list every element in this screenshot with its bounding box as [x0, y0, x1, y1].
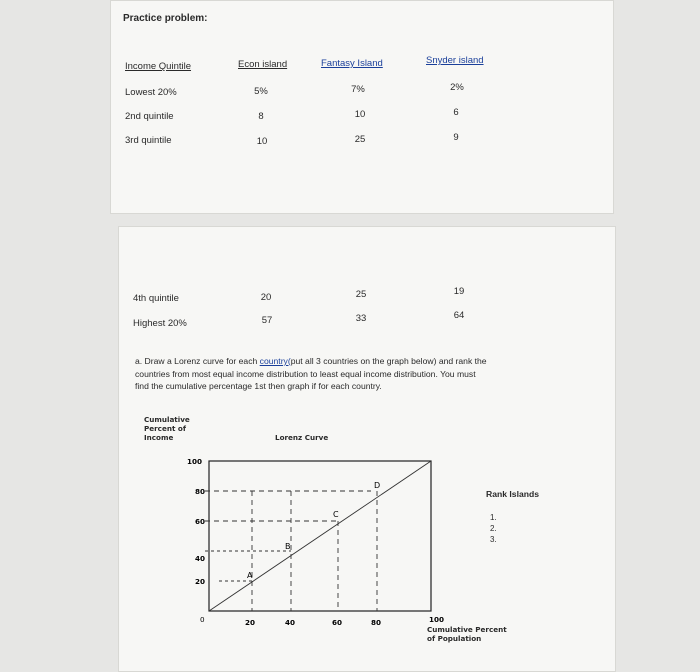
row-label: Lowest 20%	[125, 87, 177, 98]
rank-islands-title: Rank Islands	[486, 489, 540, 499]
worksheet-page-1	[110, 0, 614, 214]
question-line1-b: put all 3 countries on the graph below) and rank the	[290, 356, 487, 366]
point-label-d: D	[374, 481, 381, 490]
rank-list	[490, 512, 497, 545]
cell-econ: 5%	[254, 86, 268, 97]
point-label-b: B	[285, 542, 291, 551]
point-label-c: C	[333, 510, 339, 519]
cell-snyder: 64	[453, 310, 465, 321]
cell-econ: 10	[256, 136, 268, 147]
rank-item: 2.	[490, 524, 497, 533]
col-header-fantasy: Fantasy Island	[321, 58, 383, 69]
col-header-econ: Econ island	[238, 59, 288, 70]
x-tick-100: 100	[429, 615, 445, 624]
y-tick-60: 60	[195, 517, 206, 526]
origin-label: 0	[200, 615, 205, 624]
lorenz-graph	[119, 227, 615, 671]
x-tick-40: 40	[285, 618, 296, 627]
cell-econ: 8	[258, 111, 264, 122]
cell-snyder: 6	[453, 107, 459, 118]
x-axis-label-line: Cumulative Percent	[427, 625, 507, 634]
y-tick-100: 100	[187, 457, 203, 466]
worksheet-page-2	[118, 226, 616, 672]
y-tick-80: 80	[195, 487, 206, 496]
equality-line	[209, 461, 431, 611]
row-label: 2nd quintile	[125, 111, 174, 122]
cell-fantasy: 25	[355, 289, 367, 300]
x-tick-80: 80	[371, 618, 382, 627]
row-label: 4th quintile	[133, 293, 179, 304]
rank-item: 3.	[490, 535, 497, 544]
cell-econ: 20	[260, 292, 272, 303]
x-tick-20: 20	[245, 618, 256, 627]
cell-fantasy: 33	[355, 313, 367, 324]
x-axis-label-line: of Population	[427, 634, 482, 643]
y-axis-label-line: Income	[144, 433, 174, 442]
cell-fantasy: 10	[354, 109, 366, 120]
y-axis-label	[144, 415, 190, 442]
question-line2: countries from most equal income distribution to least equal income distribution. You must	[135, 368, 476, 379]
row-label: 3rd quintile	[125, 135, 172, 146]
heading: Practice problem:	[123, 13, 208, 24]
x-axis-label	[427, 625, 507, 643]
rank-item: 1.	[490, 513, 497, 522]
graph-title: Lorenz Curve	[275, 433, 329, 442]
cell-fantasy: 25	[354, 134, 366, 145]
cell-fantasy: 7%	[351, 84, 365, 95]
x-tick-60: 60	[332, 618, 343, 627]
cell-econ: 57	[261, 315, 273, 326]
cell-snyder: 19	[453, 286, 465, 297]
question-line1-a: a. Draw a Lorenz curve for each	[135, 356, 260, 366]
cell-snyder: 2%	[450, 82, 464, 93]
col-header-income-quintile: Income Quintile	[125, 61, 192, 72]
point-label-a: A	[247, 571, 253, 580]
col-header-snyder: Snyder island	[426, 55, 484, 66]
y-axis-label-line: Percent of	[144, 424, 186, 433]
question-line3: find the cumulative percentage 1st then graph if for each country.	[135, 381, 382, 391]
cell-snyder: 9	[453, 132, 459, 143]
row-label: Highest 20%	[133, 318, 187, 329]
y-tick-20: 20	[195, 577, 206, 586]
question-line1-underlined: country(	[259, 356, 291, 366]
y-tick-40: 40	[195, 554, 206, 563]
y-axis-label-line: Cumulative	[144, 415, 190, 424]
